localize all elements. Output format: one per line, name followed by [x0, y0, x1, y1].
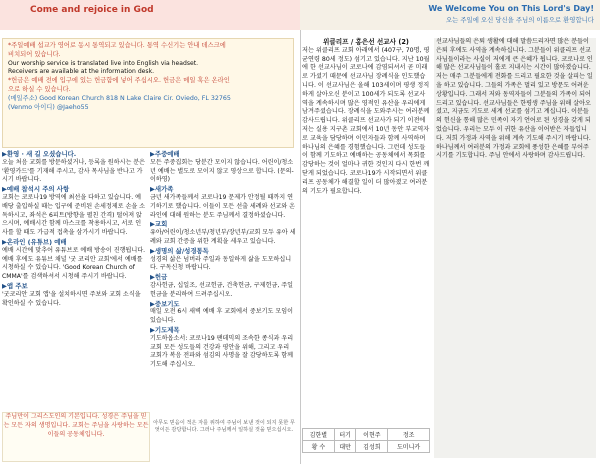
footer-motto: 주님만이 그리스도인의 기본입니다. 성경은 주님을 믿는 모든 자의 생명입니다. 교회는 주님을 사랑하는 모든 이들의 공동체입니다. [2, 412, 150, 462]
section-heading: ▶주중예배 [150, 150, 180, 158]
letter-body: 저는 위클리프 교회 아래에서 (407구, 70명, 평균연령 80세 정도) 섬기고 있습니다. 지난 10월에 한 선교사님이 코로나에 감염되셔서 곧 미래로 가셨기 때문에 선교사님 장례식을 인도했습니다. 이 선교사님은 올해 103세이며 평생 정직하게 살아오신 분이고 100세가 되도록 선교사역을 계속하시며 많은 영적인 유산을 우리에게 남겨주셨습니다. 장례식을 도와주시는 여러분께 감사드립니다. 위클리프 선교사가 되기 이전에 저는 실용 지구촌 교회에서 10년 동안 부교역자로 교육을 담당하며 이민자들과 함께 사역하며 하나님의 은혜를 경험했습니다. 그런데 성도들이 함께 기도하고 예배하는 공동체에서 목회를 감당하는 것이 얼마나 귀한 것인지 다시 한번 깨닫게 되었습니다. 코로나19가 시작되면서 위클리프 공동체가 해결할 일이 더 많아졌고 여러분의 기도가 필요합니다. [302, 46, 430, 195]
notice-line: Our worship service is translated live into English via headset. [8, 59, 199, 67]
header-right [300, 0, 600, 30]
section-text: 유아/어린이/청소년부/청년부/장년부/교회 모두 유아 세례와 교회 간증을 위한 계획을 세우고 있습니다. [150, 229, 296, 245]
section-text: 매일 오전 6시 새벽 예배 후 교회에서 중보기도 모임이 있습니다. [150, 308, 293, 325]
welcome-english: We Welcome You on This Lord's Day! [428, 4, 594, 13]
footer-note: 아무도 믿음이 적은 자를 위하여 주님이 보낸 것이 되지 못한 무엇이든 감당합니다. 그러나 주님께서 일하실 것을 믿으십시오. [153, 420, 295, 433]
section-heading: ▶교회 [150, 220, 168, 229]
section-text: 오늘 처음 교회를 방문하셨거나, 등록을 원하시는 분은 '환영카드'를 기재해 주시고, 감사 목사님을 반나고 가시기 바랍니다. [2, 158, 146, 184]
section-heading: ▶예배 참석시 주의 사항 [2, 185, 70, 194]
section-text: 예배 시간에 맞추어 유튜브로 예배 방송이 진행됩니다. 예배 후에도 유튜브 채널 '굿 코리안 교회'에서 예배를 시청하실 수 있습니다. 'Good Korean Church of CMMA'를 검색하셔서 시청해 주시기 바랍니다. [2, 246, 146, 281]
notice-box [2, 38, 294, 148]
table-cell: 정조 [388, 429, 430, 441]
table-cell: 도미니카 [388, 441, 430, 453]
notice-line: *주일예배 섭교가 영어로 동시 통역되고 있습니다. 통역 수신기는 안내 데스크에 [8, 42, 226, 49]
section-heading: ▶환영 · 새 길 오셨습니다. [2, 150, 77, 158]
letter-body-continued: 선교사님들의 은퇴 생활에 대해 말씀드리자면 많은 분들이 은퇴 후에도 사역을 계속하십니다. 그분들이 위클리프 선교사님들이라는 사실이 저에게 큰 은혜가 됩니다. 코로나로 인해 많은 선교사님들이 홀로 지내시는 시간이 많아졌습니다. 저는 매주 그분들에게 전화를 드리고 필요한 것을 살피는 일을 하고 있습니다. 그들의 가족은 멀리 있고 방문도 어려운 상황입니다. 그래서 저와 동역자들이 그분들의 가족이 되어 드리고 있습니다. 선교사님들은 한평생 주님을 위해 살아오셨고, 지금도 기도로 세계 선교를 섬기고 계십니다. 이분들의 헌신을 통해 많은 민족이 자기 언어로 된 성경을 갖게 되었습니다. 우리는 모두 이 귀한 유산을 이어받은 자들입니다. 저희 가정과 사역을 위해 계속 기도해 주시기 바랍니다. 하나님께서 여러분의 가정과 교회에 풍성한 은혜를 부어주시기를 기도합니다. 주님 안에서 사랑하며 감사드립니다. [436, 38, 593, 160]
section-text: 교회는 코로나19 방역에 최선을 다하고 있습니다. 예배당 출입하실 때는 입구에 준비된 손세정제로 손을 소독하시고, 좌석은 6피트(방향을 펼친 간격) 떨어져 앉으시며, 예배시간 함께 마스크를 착용하시고, 서로 인사를 할 때도 가급적 접촉을 삼가시기 바랍니다. [2, 193, 146, 237]
header-left [0, 0, 300, 30]
notice-line: Receivers are available at the information desk. [8, 68, 155, 76]
section-heading: ▶새가족 [150, 185, 174, 194]
announcements-left [2, 150, 146, 308]
header [0, 0, 600, 30]
section-heading: ▶헌금 [150, 273, 168, 282]
table-cell: 김성희 [356, 441, 388, 453]
section-text: 금년 새가족들께서 코로나19 문제가 안정될 때까지 연기하기로 했습니다. 이들이 모든 선출 세례와 선교와 온라인에 대해 원하는 분도 주님께서 결정하셨습니다. [150, 193, 296, 219]
notice-line: (메일주소) Good Korean Church 818 N Lake Claire Cir. Oviedo, FL 32765 [8, 94, 231, 102]
section-text: 성경의 삶은 넘버라 주일과 동일하게 삶을 도모하십니다. 구독신청 바랍니다. [150, 255, 292, 272]
table-cell: 황 수 [303, 441, 335, 453]
section-heading: ▶생명의 삶/성경통독 [150, 246, 209, 255]
notice-line: *헌금은 예배 전에 입구에 있는 헌금함에 넣어 주십시오. 헌금은 메일 혹은 온라인 [8, 77, 230, 85]
table-cell: 김한별 [303, 429, 335, 441]
section-heading: ▶기도제목 [150, 325, 180, 334]
header-title: Come and rejoice in God [30, 5, 154, 15]
column-divider [300, 30, 301, 464]
table-row [303, 429, 430, 441]
announcements-right [150, 150, 296, 370]
notice-line: (Venmo 아이디) @Jaeho55 [8, 103, 89, 111]
table-cell: 대만 [334, 441, 356, 453]
letter-title: 위클리프 / 홍은선 선교사 (2) [323, 38, 409, 46]
section-text: 기도하옵소서: 코로나19 팬데믹의 조속한 종식과 우리 교회 모든 성도들의 건강과 평안을 위해, 그리고 우리 교회가 복음 전파와 섬김의 사명을 잘 감당하도록 함께 기도해 주십시오. [150, 334, 294, 369]
section-text: '굿코리안 교회 앱'을 설치하시면 주보와 교회 소식을 확인하실 수 있습니다. [2, 290, 141, 307]
section-text: 모든 주중집회는 당분간 모이지 않습니다. 어린이/청소년 예배는 별도로 모이지 않고 영상으로 합니다. (문의-이하영) [150, 158, 294, 184]
table-row [303, 441, 430, 453]
section-text: 감사헌금, 십일조, 선교헌금, 건축헌금, 구제헌금, 주일헌금을 분리하여 드려주십시오. [150, 281, 293, 298]
table-cell: 이현주 [356, 429, 388, 441]
notice-line: 으로 하실 수 있습니다. [8, 85, 71, 93]
section-heading: ▶중보기도 [150, 299, 180, 308]
welcome-korean: 오는 주일에 오신 당신을 주님의 이름으로 환영합니다 [445, 16, 594, 24]
missionary-letter-continued [434, 38, 596, 458]
table-cell: 터기 [334, 429, 356, 441]
missionary-schedule-table [302, 428, 430, 453]
section-heading: ▶앱 주보 [2, 281, 28, 290]
section-heading: ▶온라인 (유튜브) 예배 [2, 237, 67, 246]
missionary-letter [302, 38, 430, 426]
notice-line: 비치되어 있습니다. [8, 50, 61, 58]
